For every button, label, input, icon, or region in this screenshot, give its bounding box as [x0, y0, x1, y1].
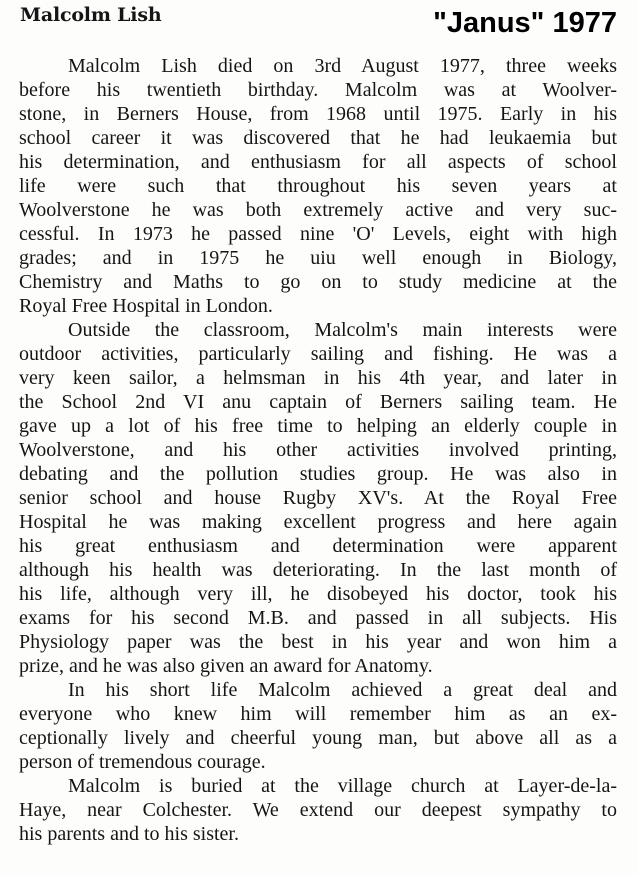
article-text-line: Malcolm is buried at the village church at Layer-de-la- [68, 775, 617, 797]
article-text-line: grades; and in 1975 he uiu well enough in Biology, [19, 247, 617, 269]
obituary-name-heading: Malcolm Lish [20, 4, 162, 26]
article-text-line: school career it was discovered that he had leukaemia but [19, 127, 617, 149]
article-text-line: although his health was deteriorating. In the last month of [19, 559, 617, 581]
article-text-line: prize, and he was also given an award for Anatomy. [19, 655, 433, 677]
article-text-line: Woolverstone, and his other activities involved printing, [19, 439, 617, 461]
obituary-article-body [19, 54, 617, 846]
article-text-line: stone, in Berners House, from 1968 until 1975. Early in his [19, 103, 617, 125]
article-text-line: Hospital he was making excellent progress and here again [19, 511, 617, 533]
article-text-line: ceptionally lively and cheerful young man, but above all as a [19, 727, 617, 749]
article-text-line: exams for his second M.B. and passed in all subjects. His [19, 607, 617, 629]
article-text-line: outdoor activities, particularly sailing and fishing. He was a [19, 343, 617, 365]
article-text-line: person of tremendous courage. [19, 751, 266, 773]
article-text-line: cessful. In 1973 he passed nine 'O' Levels, eight with high [19, 223, 617, 245]
article-text-line: everyone who knew him will remember him as an ex- [19, 703, 617, 725]
article-text-line: life were such that throughout his seven years at [19, 175, 617, 197]
publication-source-label: "Janus" 1977 [433, 7, 617, 39]
article-text-line: Outside the classroom, Malcolm's main interests were [68, 319, 617, 341]
article-text-line: his life, although very ill, he disobeyed his doctor, took his [19, 583, 617, 605]
article-text-line: his determination, and enthusiasm for all aspects of school [19, 151, 617, 173]
article-text-line: In his short life Malcolm achieved a great deal and [68, 679, 617, 701]
article-text-line: gave up a lot of his free time to helping an elderly couple in [19, 415, 617, 437]
article-text-line: senior school and house Rugby XV's. At the Royal Free [19, 487, 617, 509]
article-text-line: the School 2nd VI anu captain of Berners sailing team. He [19, 391, 617, 413]
article-text-line: before his twentieth birthday. Malcolm was at Woolver- [19, 79, 617, 101]
article-text-line: debating and the pollution studies group. He was also in [19, 463, 617, 485]
article-text-line: Woolverstone he was both extremely active and very suc- [19, 199, 617, 221]
article-text-line: his great enthusiasm and determination were apparent [19, 535, 617, 557]
article-text-line: Haye, near Colchester. We extend our deepest sympathy to [19, 799, 617, 821]
article-text-line: Chemistry and Maths to go on to study medicine at the [19, 271, 617, 293]
article-text-line: Physiology paper was the best in his year and won him a [19, 631, 617, 653]
article-text-line: Malcolm Lish died on 3rd August 1977, three weeks [68, 55, 617, 77]
article-text-line: his parents and to his sister. [19, 823, 239, 845]
article-text-line: Royal Free Hospital in London. [19, 295, 273, 317]
article-text-line: very keen sailor, a helmsman in his 4th year, and later in [19, 367, 617, 389]
